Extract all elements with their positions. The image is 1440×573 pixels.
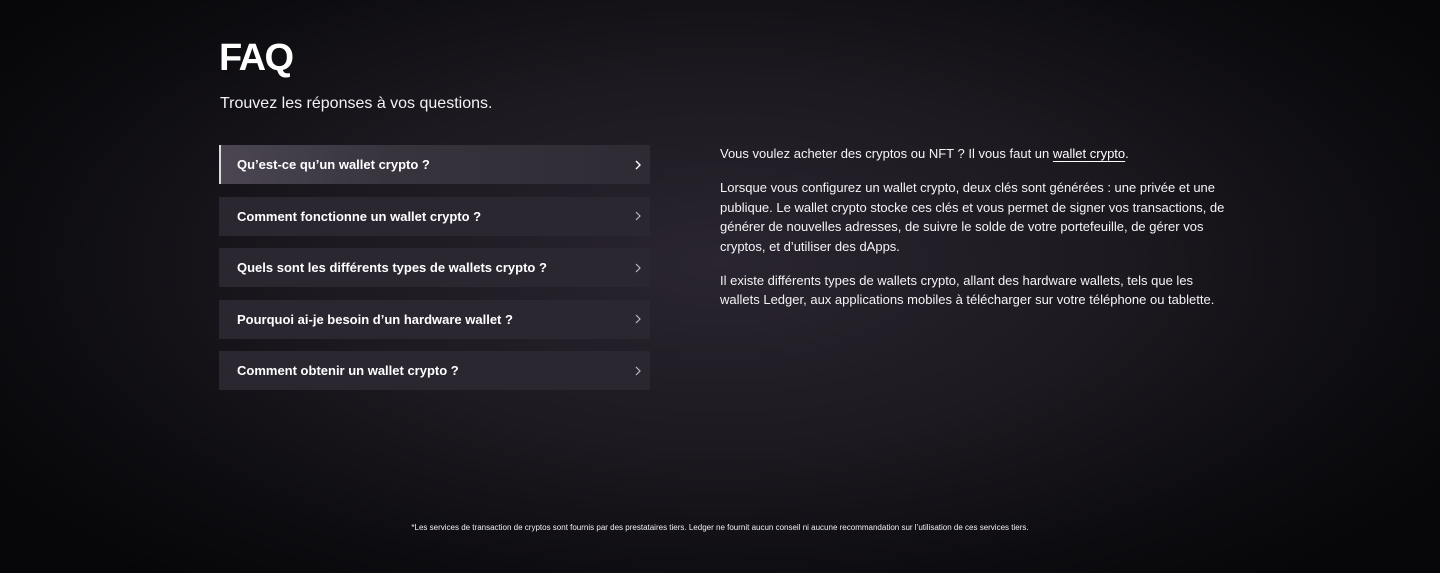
chevron-right-icon [632, 262, 644, 274]
chevron-right-icon [632, 210, 644, 222]
faq-subtitle: Trouvez les réponses à vos questions. [220, 95, 493, 112]
disclaimer-footnote: *Les services de transaction de cryptos sont fournis par des prestataires tiers. Ledger ne fournit aucun conseil ni aucune recommandation sur l’utilisation de ces services tiers. [411, 523, 1029, 532]
faq-item-label: Comment obtenir un wallet crypto ? [237, 363, 459, 378]
answer-intro-text: Vous voulez acheter des cryptos ou NFT ? Il vous faut un [720, 146, 1053, 161]
faq-title: FAQ [219, 37, 293, 79]
faq-item-label: Quels sont les différents types de wallets crypto ? [237, 260, 547, 275]
faq-item-how-wallet-works[interactable] [219, 197, 650, 236]
faq-item-what-is-wallet[interactable] [219, 145, 650, 184]
faq-item-wallet-types[interactable] [219, 248, 650, 287]
faq-answer-panel [720, 144, 1230, 324]
wallet-crypto-link[interactable]: wallet crypto [1052, 146, 1126, 161]
faq-item-why-hardware-wallet[interactable] [219, 300, 650, 339]
faq-item-label: Qu’est-ce qu’un wallet crypto ? [237, 157, 430, 172]
answer-paragraph-types: Il existe différents types de wallets crypto, allant des hardware wallets, tels que les wallets Ledger, aux applications mobiles à télécharger sur votre téléphone ou tablette. [720, 272, 1215, 307]
chevron-right-icon [632, 313, 644, 325]
faq-item-get-wallet[interactable] [219, 351, 650, 390]
chevron-right-icon [632, 365, 644, 377]
faq-item-label: Pourquoi ai-je besoin d’un hardware wallet ? [237, 311, 513, 327]
faq-question-list [219, 145, 650, 403]
chevron-right-icon [632, 159, 644, 171]
answer-intro-period: . [1125, 146, 1129, 161]
answer-paragraph-keys: Lorsque vous configurez un wallet crypto, deux clés sont générées : une privée et une publique. Le wallet crypto stocke ces clés et vous permet de signer vos transactions, de générer de nouvelles adresses, de suivre le solde de votre portefeuille, de gérer vos cryptos, et d’utiliser des dApps. [720, 180, 1225, 254]
answer-paragraph-intro [720, 144, 1230, 164]
faq-item-label: Comment fonctionne un wallet crypto ? [237, 208, 482, 224]
